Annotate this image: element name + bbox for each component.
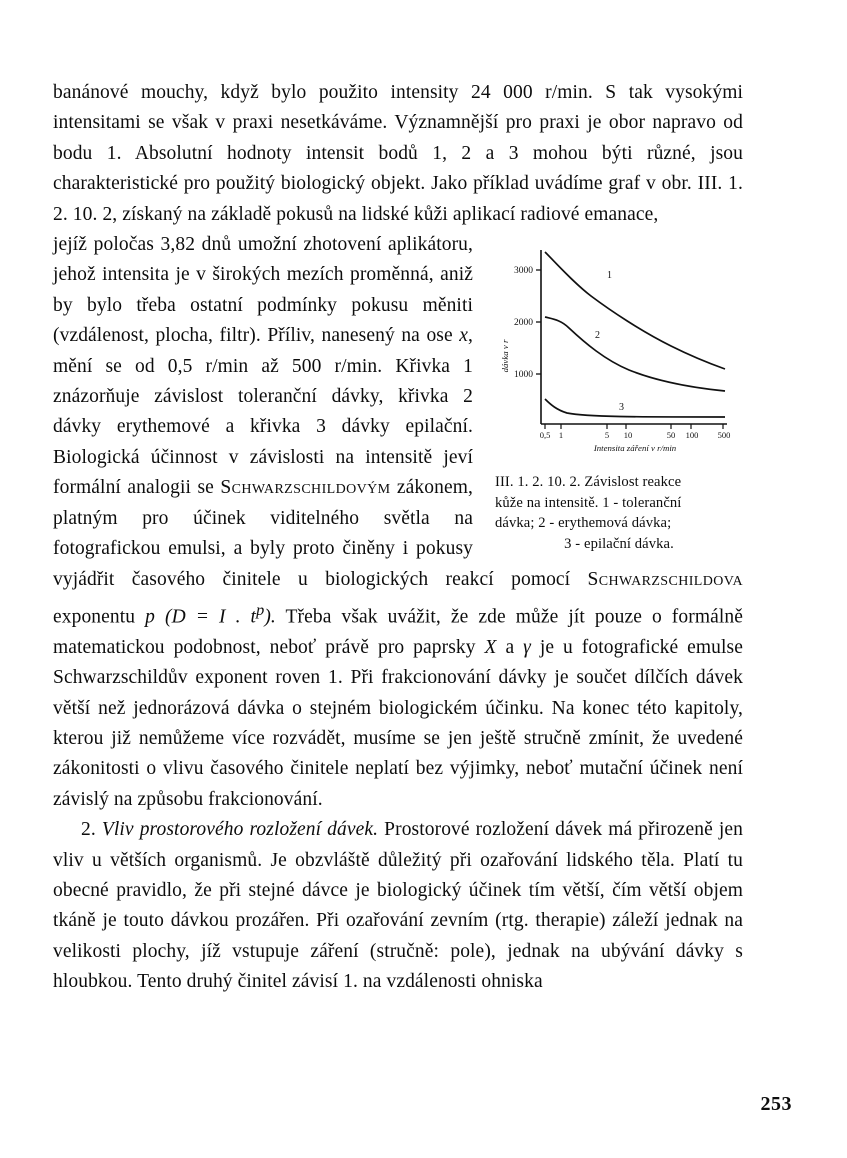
figure-caption-line-3: dávka; 2 - erythemová dávka; — [495, 515, 672, 532]
figure-caption-line-1: III. 1. 2. 10. 2. Závislost reakce — [495, 474, 682, 491]
paragraph-2-part-d: exponentu — [53, 606, 146, 628]
page-text-block — [53, 78, 743, 998]
svg-text:Intensita záření v r/min: Intensita záření v r/min — [593, 443, 677, 454]
svg-text:2: 2 — [595, 330, 600, 342]
paragraph-2-axis-x: x — [459, 325, 469, 347]
paragraph-2-smallcaps-2: Schwarzschildova — [587, 568, 743, 590]
svg-text:50: 50 — [666, 430, 676, 441]
figure-caption-line-2: kůže na intensitě. 1 - toleranční — [495, 494, 682, 511]
paragraph-2-part-c: zákonem, platným pro účinek viditelného světla na fotografickou emulsi, a byly proto činěny i pokusy vyjádřit časového činitele u biologických reakcí pomocí — [53, 477, 588, 590]
paragraph-2-formula-end: ). — [264, 606, 276, 628]
paragraph-2-part-a: jejíž poločas 3,82 dnů umožní zhotovení aplikátoru, jehož intensita je v širokých mezích proměnná, aniž by bylo třeba ostatní podmínky pokusu měniti (vzdálenost, plocha, filtr). Příliv, nanesený na ose — [53, 234, 473, 347]
svg-text:5: 5 — [604, 430, 610, 441]
svg-text:100: 100 — [685, 430, 699, 441]
svg-text:2000: 2000 — [514, 318, 533, 329]
paragraph-3-lead: 2. — [81, 819, 102, 841]
paragraph-2-formula-exponent: p — [256, 600, 265, 619]
svg-text:3: 3 — [619, 402, 624, 414]
dose-intensity-chart — [495, 236, 741, 464]
svg-text:dávka v r: dávka v r — [500, 339, 510, 373]
paragraph-2-part-g: je u fotografické emulse Schwarzschildův exponent roven 1. Při frakcionování dávky je součet dílčích dávek větší než jednorázová dávka o stejném biologickém účinku. Na konec této kapitoly, kterou již nemůžeme více rozvádět, musíme se jen ještě stručně zmínit, že uvedené zákonitosti o vlivu časového činitele neplatí bez výjimky, neboť mutační účinek není závislý na způsobu frakcionování. — [53, 636, 743, 810]
figure-block — [495, 236, 743, 554]
paragraph-1: banánové mouchy, když bylo použito intensity 24 000 r/min. S tak vysokými intensitami se však v praxi nesetkáváme. Významnější pro praxi je obor napravo od bodu 1. Absolutní hodnoty intensit bodů 1, 2 a 3 mohou býti různé, jsou charakteristické pro použitý biologický objekt. Jako příklad uvádíme graf v obr. III. 1. 2. 10. 2, získaný na základě pokusů na lidské kůži aplikací radiové emanace, — [53, 82, 743, 225]
figure-caption — [495, 472, 743, 554]
paragraph-3-heading: Vliv prostorového rozložení dávek. — [101, 819, 379, 841]
svg-text:10: 10 — [623, 430, 633, 441]
paragraph-3 — [53, 815, 743, 997]
paragraph-2-part-b: , mění se od 0,5 r/min až 500 r/min. Křivka 1 znázorňuje závislost toleranční dávky, křivka 2 dávky erythemové a křivka 3 dávky epilační. Biologická účinnost v závislosti na intensitě jeví formální analogii se — [53, 325, 473, 499]
svg-text:3000: 3000 — [514, 266, 533, 277]
svg-text:500: 500 — [717, 430, 731, 441]
page-number: 253 — [760, 1093, 792, 1115]
paragraph-2-smallcaps-1: Schwarzschildovým — [220, 477, 391, 499]
svg-text:1: 1 — [558, 430, 564, 441]
paragraph-3-rest: Prostorové rozložení dávek má přirozeně jen vliv u větších organismů. Je obzvláště důležitý při ozařování lidského těla. Platí tu obecné pravidlo, že při stejné dávce je biologický účinek tím větší, čím větší objem tkáně je touto dávkou prozářen. Při ozařování zevním (rtg. therapie) záleží jednak na velikosti plochy, jíž vstupuje záření (stručně: pole), jednak na ubývání dávky s hloubkou. Tento druhý činitel závisí 1. na vzdálenosti ohniska — [53, 819, 743, 993]
paragraph-2-ray-gamma: γ — [523, 636, 531, 658]
paragraph-2-part-e: Třeba však uvážit, že zde může jít pouze o formálně matematickou podobnost, neboť právě pro paprsky — [53, 606, 743, 658]
paragraph-2-ray-x: X — [484, 636, 497, 658]
svg-text:0,5: 0,5 — [539, 430, 551, 441]
paragraph-2-formula: p (D = I . t — [145, 606, 257, 628]
figure-caption-line-4: 3 - epilační dávka. — [564, 535, 674, 552]
paragraph-2-part-f: a — [496, 636, 524, 658]
svg-text:1000: 1000 — [514, 370, 533, 381]
figure-graph — [495, 236, 741, 464]
svg-text:1: 1 — [607, 270, 612, 282]
